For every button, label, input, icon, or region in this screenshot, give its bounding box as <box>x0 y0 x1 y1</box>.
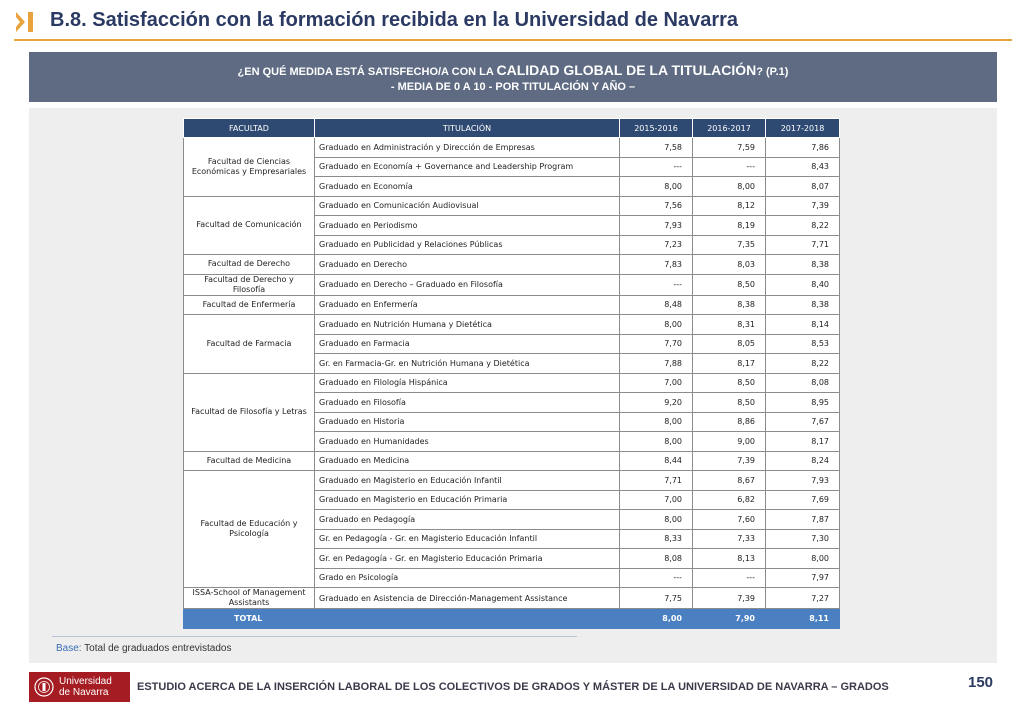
question-banner <box>29 52 997 102</box>
university-seal-icon <box>34 677 54 697</box>
degree-cell: Graduado en Filosofía <box>315 393 620 413</box>
score-cell: 8,95 <box>766 393 840 413</box>
total-row <box>184 609 840 629</box>
degree-cell: Graduado en Farmacia <box>315 334 620 354</box>
page-title: B.8. Satisfacción con la formación recibida en la Universidad de Navarra <box>50 9 739 31</box>
degree-cell: Graduado en Magisterio en Educación Primaria <box>315 490 620 510</box>
degree-cell: Graduado en Asistencia de Dirección-Management Assistance <box>315 588 620 609</box>
score-cell: 8,38 <box>766 255 840 275</box>
faculty-cell: Facultad de Filosofía y Letras <box>184 373 315 451</box>
table-header-row <box>184 119 840 138</box>
degree-cell: Graduado en Magisterio en Educación Infantil <box>315 471 620 491</box>
total-score-cell: 8,11 <box>766 609 840 629</box>
score-cell: 8,22 <box>766 216 840 236</box>
score-cell: 8,31 <box>693 315 766 335</box>
score-cell: 7,59 <box>693 138 766 158</box>
score-cell: 6,82 <box>693 490 766 510</box>
score-cell: 8,05 <box>693 334 766 354</box>
score-cell: 8,50 <box>693 393 766 413</box>
total-label: TOTAL <box>184 609 620 629</box>
table-row <box>184 451 840 471</box>
score-cell: 8,07 <box>766 177 840 197</box>
base-divider <box>52 636 577 637</box>
score-cell: --- <box>693 157 766 177</box>
degree-cell: Grado en Psicología <box>315 568 620 588</box>
page-number: 150 <box>968 674 994 691</box>
score-cell: 8,00 <box>620 510 693 530</box>
score-cell: 8,08 <box>620 549 693 569</box>
faculty-cell: ISSA-School of Management Assistants <box>184 588 315 609</box>
score-cell: 8,00 <box>766 549 840 569</box>
score-cell: 8,00 <box>620 315 693 335</box>
score-cell: 8,24 <box>766 451 840 471</box>
score-cell: 7,56 <box>620 196 693 216</box>
degree-cell: Graduado en Pedagogía <box>315 510 620 530</box>
table-row <box>184 471 840 491</box>
score-cell: 7,93 <box>766 471 840 491</box>
score-cell: 7,00 <box>620 490 693 510</box>
degree-cell: Graduado en Economía + Governance and Leadership Program <box>315 157 620 177</box>
column-header: 2016-2017 <box>693 119 766 138</box>
table-row <box>184 255 840 275</box>
score-cell: 7,71 <box>766 235 840 255</box>
score-cell: 7,39 <box>693 588 766 609</box>
score-cell: 8,48 <box>620 295 693 315</box>
degree-cell: Graduado en Administración y Dirección de Empresas <box>315 138 620 158</box>
score-cell: 7,83 <box>620 255 693 275</box>
score-cell: 7,88 <box>620 354 693 374</box>
score-cell: 8,17 <box>766 432 840 452</box>
total-score-cell: 7,90 <box>693 609 766 629</box>
degree-cell: Graduado en Enfermería <box>315 295 620 315</box>
score-cell: 7,00 <box>620 373 693 393</box>
score-cell: 7,67 <box>766 412 840 432</box>
degree-cell: Graduado en Comunicación Audiovisual <box>315 196 620 216</box>
score-cell: --- <box>693 568 766 588</box>
score-cell: 8,53 <box>766 334 840 354</box>
score-cell: 8,08 <box>766 373 840 393</box>
question-suffix: ? (P.1) <box>756 66 789 78</box>
column-header: FACULTAD <box>184 119 315 138</box>
score-cell: --- <box>620 157 693 177</box>
score-cell: 7,58 <box>620 138 693 158</box>
faculty-cell: Facultad de Farmacia <box>184 315 315 374</box>
column-header: 2015-2016 <box>620 119 693 138</box>
degree-cell: Graduado en Economía <box>315 177 620 197</box>
column-header: 2017-2018 <box>766 119 840 138</box>
chevron-right-icon <box>14 10 38 34</box>
university-logo <box>29 672 130 702</box>
faculty-cell: Facultad de Derecho <box>184 255 315 275</box>
header-divider <box>14 39 1012 41</box>
score-cell: 8,00 <box>620 432 693 452</box>
faculty-cell: Facultad de Ciencias Económicas y Empresariales <box>184 138 315 197</box>
score-cell: 8,38 <box>693 295 766 315</box>
table-row <box>184 138 840 158</box>
base-label: Base: <box>56 643 82 654</box>
score-cell: 8,03 <box>693 255 766 275</box>
degree-cell: Gr. en Pedagogía - Gr. en Magisterio Educación Infantil <box>315 529 620 549</box>
score-cell: 8,50 <box>693 274 766 295</box>
total-score-cell: 8,00 <box>620 609 693 629</box>
table-row <box>184 315 840 335</box>
table-body <box>184 138 840 629</box>
score-cell: 7,70 <box>620 334 693 354</box>
score-cell: 8,00 <box>620 412 693 432</box>
table-row <box>184 373 840 393</box>
column-header: TITULACIÓN <box>315 119 620 138</box>
faculty-cell: Facultad de Comunicación <box>184 196 315 255</box>
page-header <box>0 0 1024 42</box>
faculty-cell: Facultad de Enfermería <box>184 295 315 315</box>
score-cell: 8,38 <box>766 295 840 315</box>
score-cell: 8,19 <box>693 216 766 236</box>
table-row <box>184 274 840 295</box>
degree-cell: Graduado en Publicidad y Relaciones Públicas <box>315 235 620 255</box>
score-cell: 9,00 <box>693 432 766 452</box>
footer-text: ESTUDIO ACERCA DE LA INSERCIÓN LABORAL DE LOS COLECTIVOS DE GRADOS Y MÁSTER DE LA UNIVERSIDAD DE NAVARRA – GRADOS <box>137 681 889 693</box>
faculty-cell: Facultad de Medicina <box>184 451 315 471</box>
degree-cell: Graduado en Humanidades <box>315 432 620 452</box>
logo-line: de Navarra <box>59 687 109 698</box>
score-cell: 8,17 <box>693 354 766 374</box>
score-cell: 8,22 <box>766 354 840 374</box>
score-cell: 7,75 <box>620 588 693 609</box>
question-subtitle: - MEDIA DE 0 A 10 - POR TITULACIÓN Y AÑO – <box>390 81 636 93</box>
degree-cell: Graduado en Nutrición Humana y Dietética <box>315 315 620 335</box>
score-cell: 7,39 <box>693 451 766 471</box>
score-cell: 8,67 <box>693 471 766 491</box>
score-cell: 8,13 <box>693 549 766 569</box>
score-cell: 7,87 <box>766 510 840 530</box>
score-cell: 7,97 <box>766 568 840 588</box>
score-cell: 7,35 <box>693 235 766 255</box>
question-title <box>29 62 997 78</box>
score-cell: 8,14 <box>766 315 840 335</box>
degree-cell: Gr. en Farmacia-Gr. en Nutrición Humana y Dietética <box>315 354 620 374</box>
score-cell: 8,86 <box>693 412 766 432</box>
table-row <box>184 295 840 315</box>
base-note <box>56 643 232 654</box>
logo-line: Universidad <box>59 676 112 687</box>
score-cell: 8,50 <box>693 373 766 393</box>
question-emphasis: CALIDAD GLOBAL DE LA TITULACIÓN <box>496 62 757 78</box>
score-cell: --- <box>620 274 693 295</box>
faculty-cell: Facultad de Educación y Psicología <box>184 471 315 588</box>
degree-cell: Graduado en Periodismo <box>315 216 620 236</box>
degree-cell: Graduado en Filología Hispánica <box>315 373 620 393</box>
score-cell: 8,40 <box>766 274 840 295</box>
logo-text <box>59 676 112 698</box>
score-cell: 7,86 <box>766 138 840 158</box>
score-cell: 7,33 <box>693 529 766 549</box>
score-cell: 8,44 <box>620 451 693 471</box>
score-cell: 7,69 <box>766 490 840 510</box>
score-cell: 7,60 <box>693 510 766 530</box>
degree-cell: Graduado en Historia <box>315 412 620 432</box>
score-cell: 7,39 <box>766 196 840 216</box>
degree-cell: Graduado en Medicina <box>315 451 620 471</box>
degree-cell: Graduado en Derecho – Graduado en Filosofía <box>315 274 620 295</box>
score-cell: 9,20 <box>620 393 693 413</box>
score-cell: 8,33 <box>620 529 693 549</box>
score-cell: 8,43 <box>766 157 840 177</box>
base-text: Total de graduados entrevistados <box>81 643 232 654</box>
score-cell: 7,30 <box>766 529 840 549</box>
degree-cell: Gr. en Pedagogía - Gr. en Magisterio Educación Primaria <box>315 549 620 569</box>
score-cell: 8,00 <box>620 177 693 197</box>
score-cell: 8,12 <box>693 196 766 216</box>
faculty-cell: Facultad de Derecho y Filosofía <box>184 274 315 295</box>
table-row <box>184 588 840 609</box>
score-cell: 7,93 <box>620 216 693 236</box>
table-row <box>184 196 840 216</box>
satisfaction-table <box>183 118 840 629</box>
score-cell: 8,00 <box>693 177 766 197</box>
score-cell: --- <box>620 568 693 588</box>
score-cell: 7,23 <box>620 235 693 255</box>
question-prefix: ¿EN QUÉ MEDIDA ESTÁ SATISFECHO/A CON LA <box>237 66 497 78</box>
score-cell: 7,71 <box>620 471 693 491</box>
score-cell: 7,27 <box>766 588 840 609</box>
degree-cell: Graduado en Derecho <box>315 255 620 275</box>
